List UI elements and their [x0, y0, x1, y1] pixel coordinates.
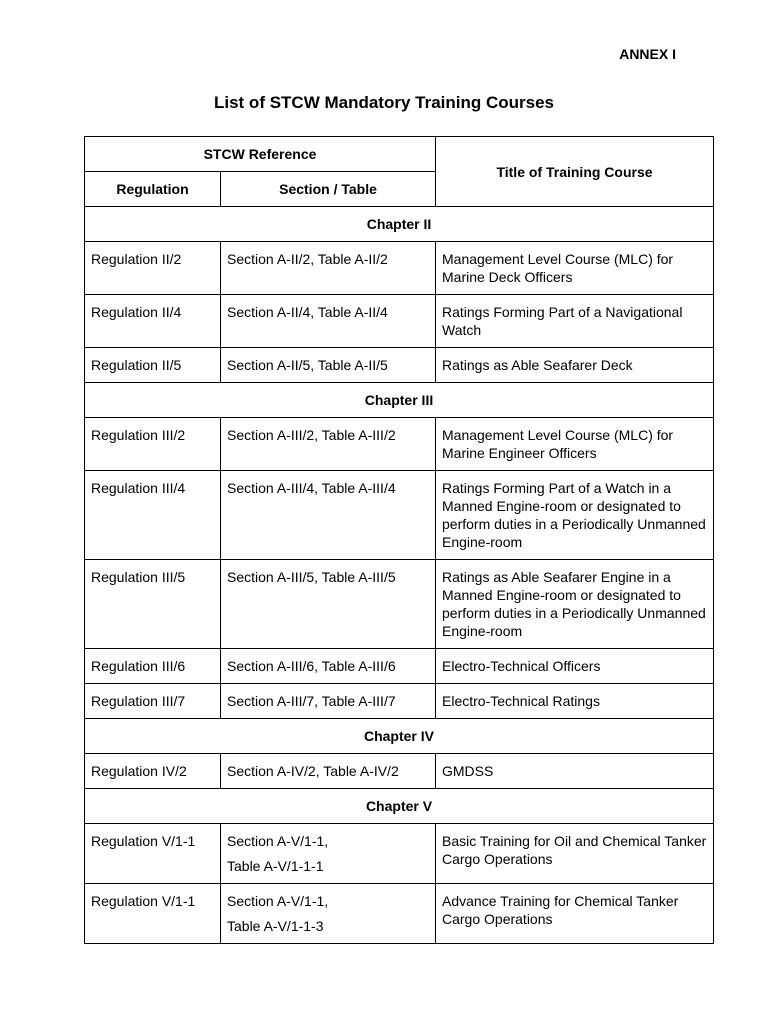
course-cell: GMDSS	[436, 754, 714, 789]
table-line: Table A-V/1-1-3	[227, 918, 324, 934]
section-cell: Section A-III/6, Table A-III/6	[221, 649, 436, 684]
table-row	[85, 754, 714, 789]
course-cell: Advance Training for Chemical Tanker Cargo Operations	[436, 884, 714, 944]
section-cell: Section A-III/2, Table A-III/2	[221, 418, 436, 471]
stcw-reference-header: STCW Reference	[85, 137, 436, 172]
regulation-cell: Regulation III/4	[85, 471, 221, 560]
course-cell: Electro-Technical Officers	[436, 649, 714, 684]
section-cell: Section A-II/2, Table A-II/2	[221, 242, 436, 295]
stcw-courses-table	[84, 136, 714, 944]
table-row	[85, 884, 714, 944]
regulation-cell: Regulation III/6	[85, 649, 221, 684]
regulation-cell: Regulation V/1-1	[85, 824, 221, 884]
section-cell: Section A-II/4, Table A-II/4	[221, 295, 436, 348]
course-cell: Management Level Course (MLC) for Marine Deck Officers	[436, 242, 714, 295]
regulation-cell: Regulation II/5	[85, 348, 221, 383]
regulation-cell: Regulation III/5	[85, 560, 221, 649]
table-row	[85, 418, 714, 471]
course-cell: Management Level Course (MLC) for Marine Engineer Officers	[436, 418, 714, 471]
course-cell: Basic Training for Oil and Chemical Tanker Cargo Operations	[436, 824, 714, 884]
regulation-cell: Regulation III/2	[85, 418, 221, 471]
regulation-cell: Regulation V/1-1	[85, 884, 221, 944]
chapter-heading: Chapter V	[85, 789, 714, 824]
section-cell: Section A-IV/2, Table A-IV/2	[221, 754, 436, 789]
section-line: Section A-V/1-1,	[227, 833, 329, 849]
table-row	[85, 242, 714, 295]
course-cell: Ratings as Able Seafarer Engine in a Manned Engine-room or designated to perform duties in a Periodically Unmanned Engine-room	[436, 560, 714, 649]
table-row	[85, 649, 714, 684]
table-row	[85, 295, 714, 348]
course-title-header: Title of Training Course	[436, 137, 714, 207]
page-title: List of STCW Mandatory Training Courses	[213, 93, 555, 112]
section-line: Section A-V/1-1,	[227, 893, 329, 909]
regulation-header: Regulation	[85, 172, 221, 207]
course-cell: Electro-Technical Ratings	[436, 684, 714, 719]
regulation-cell: Regulation II/2	[85, 242, 221, 295]
annex-label: ANNEX I	[619, 46, 676, 62]
section-cell	[221, 824, 436, 884]
section-cell	[221, 884, 436, 944]
section-cell: Section A-III/5, Table A-III/5	[221, 560, 436, 649]
course-cell: Ratings Forming Part of a Watch in a Manned Engine-room or designated to perform duties in a Periodically Unmanned Engine-room	[436, 471, 714, 560]
table-row	[85, 471, 714, 560]
chapter-heading: Chapter IV	[85, 719, 714, 754]
regulation-cell: Regulation II/4	[85, 295, 221, 348]
table-line: Table A-V/1-1-1	[227, 858, 324, 874]
section-cell: Section A-III/4, Table A-III/4	[221, 471, 436, 560]
course-cell: Ratings as Able Seafarer Deck	[436, 348, 714, 383]
table-row	[85, 824, 714, 884]
chapter-heading: Chapter III	[85, 383, 714, 418]
section-table-header: Section / Table	[221, 172, 436, 207]
table-row	[85, 348, 714, 383]
table-row	[85, 684, 714, 719]
section-cell: Section A-II/5, Table A-II/5	[221, 348, 436, 383]
regulation-cell: Regulation IV/2	[85, 754, 221, 789]
course-cell: Ratings Forming Part of a Navigational Watch	[436, 295, 714, 348]
chapter-heading: Chapter II	[85, 207, 714, 242]
regulation-cell: Regulation III/7	[85, 684, 221, 719]
section-cell: Section A-III/7, Table A-III/7	[221, 684, 436, 719]
table-row	[85, 560, 714, 649]
